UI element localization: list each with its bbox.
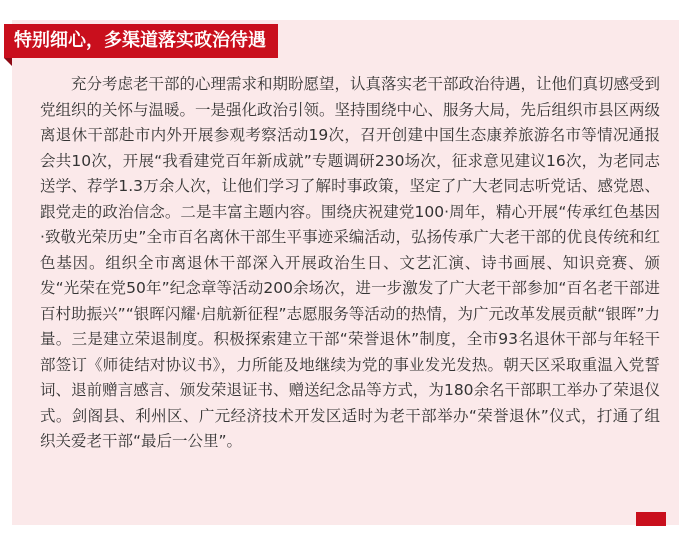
title-ribbon-fold bbox=[4, 58, 12, 66]
article-paragraph: 充分考虑老干部的心理需求和期盼愿望，认真落实老干部政治待遇，让他们真切感受到党组织的关怀与温暖。一是强化政治引领。坚持围绕中心、服务大局，先后组织市县区两级离退休干部赴市内外开展参观考察活动19次，召开创建中国生态康养旅游名市等情况通报会共10次，开展“我看建党百年新成就”专题调研230场次，征求意见建议16次，为老同志送学、荐学1.3万余人次，让他们学习了解时事政策，坚定了广大老同志听党话、感党恩、跟党走的政治信念。二是丰富主题内容。围绕庆祝建党100·周年，精心开展“传承红色基因·致敬光荣历史”全市百名离休干部生平事迹采编活动，弘扬传承广大老干部的优良传统和红色基因。组织全市离退休干部深入开展政治生日、文艺汇演、诗书画展、知识竞赛、颁发“光荣在党50年”纪念章等活动200余场次，进一步激发了广大老干部参加“百名老干部进百村助振兴”“银晖闪耀·启航新征程”志愿服务等活动的热情，为广元改革发展贡献“银晖”力量。三是建立荣退制度。积极探索建立干部“荣誉退休”制度，全市93名退休干部与年轻干部签订《师徒结对协议书》，力所能及地继续为党的事业发光发热。朝天区采取重温入党誓词、退前赠言感言、颁发荣退证书、赠送纪念品等方式，为180余名干部职工举办了荣退仪式。剑阁县、利州区、广元经济技术开发区适时为老干部举办“荣誉退休”仪式，打通了组织关爱老干部“最后一公里”。 bbox=[40, 75, 661, 450]
section-title: 特别细心，多渠道落实政治待遇 bbox=[4, 24, 278, 58]
corner-decoration bbox=[636, 512, 666, 526]
